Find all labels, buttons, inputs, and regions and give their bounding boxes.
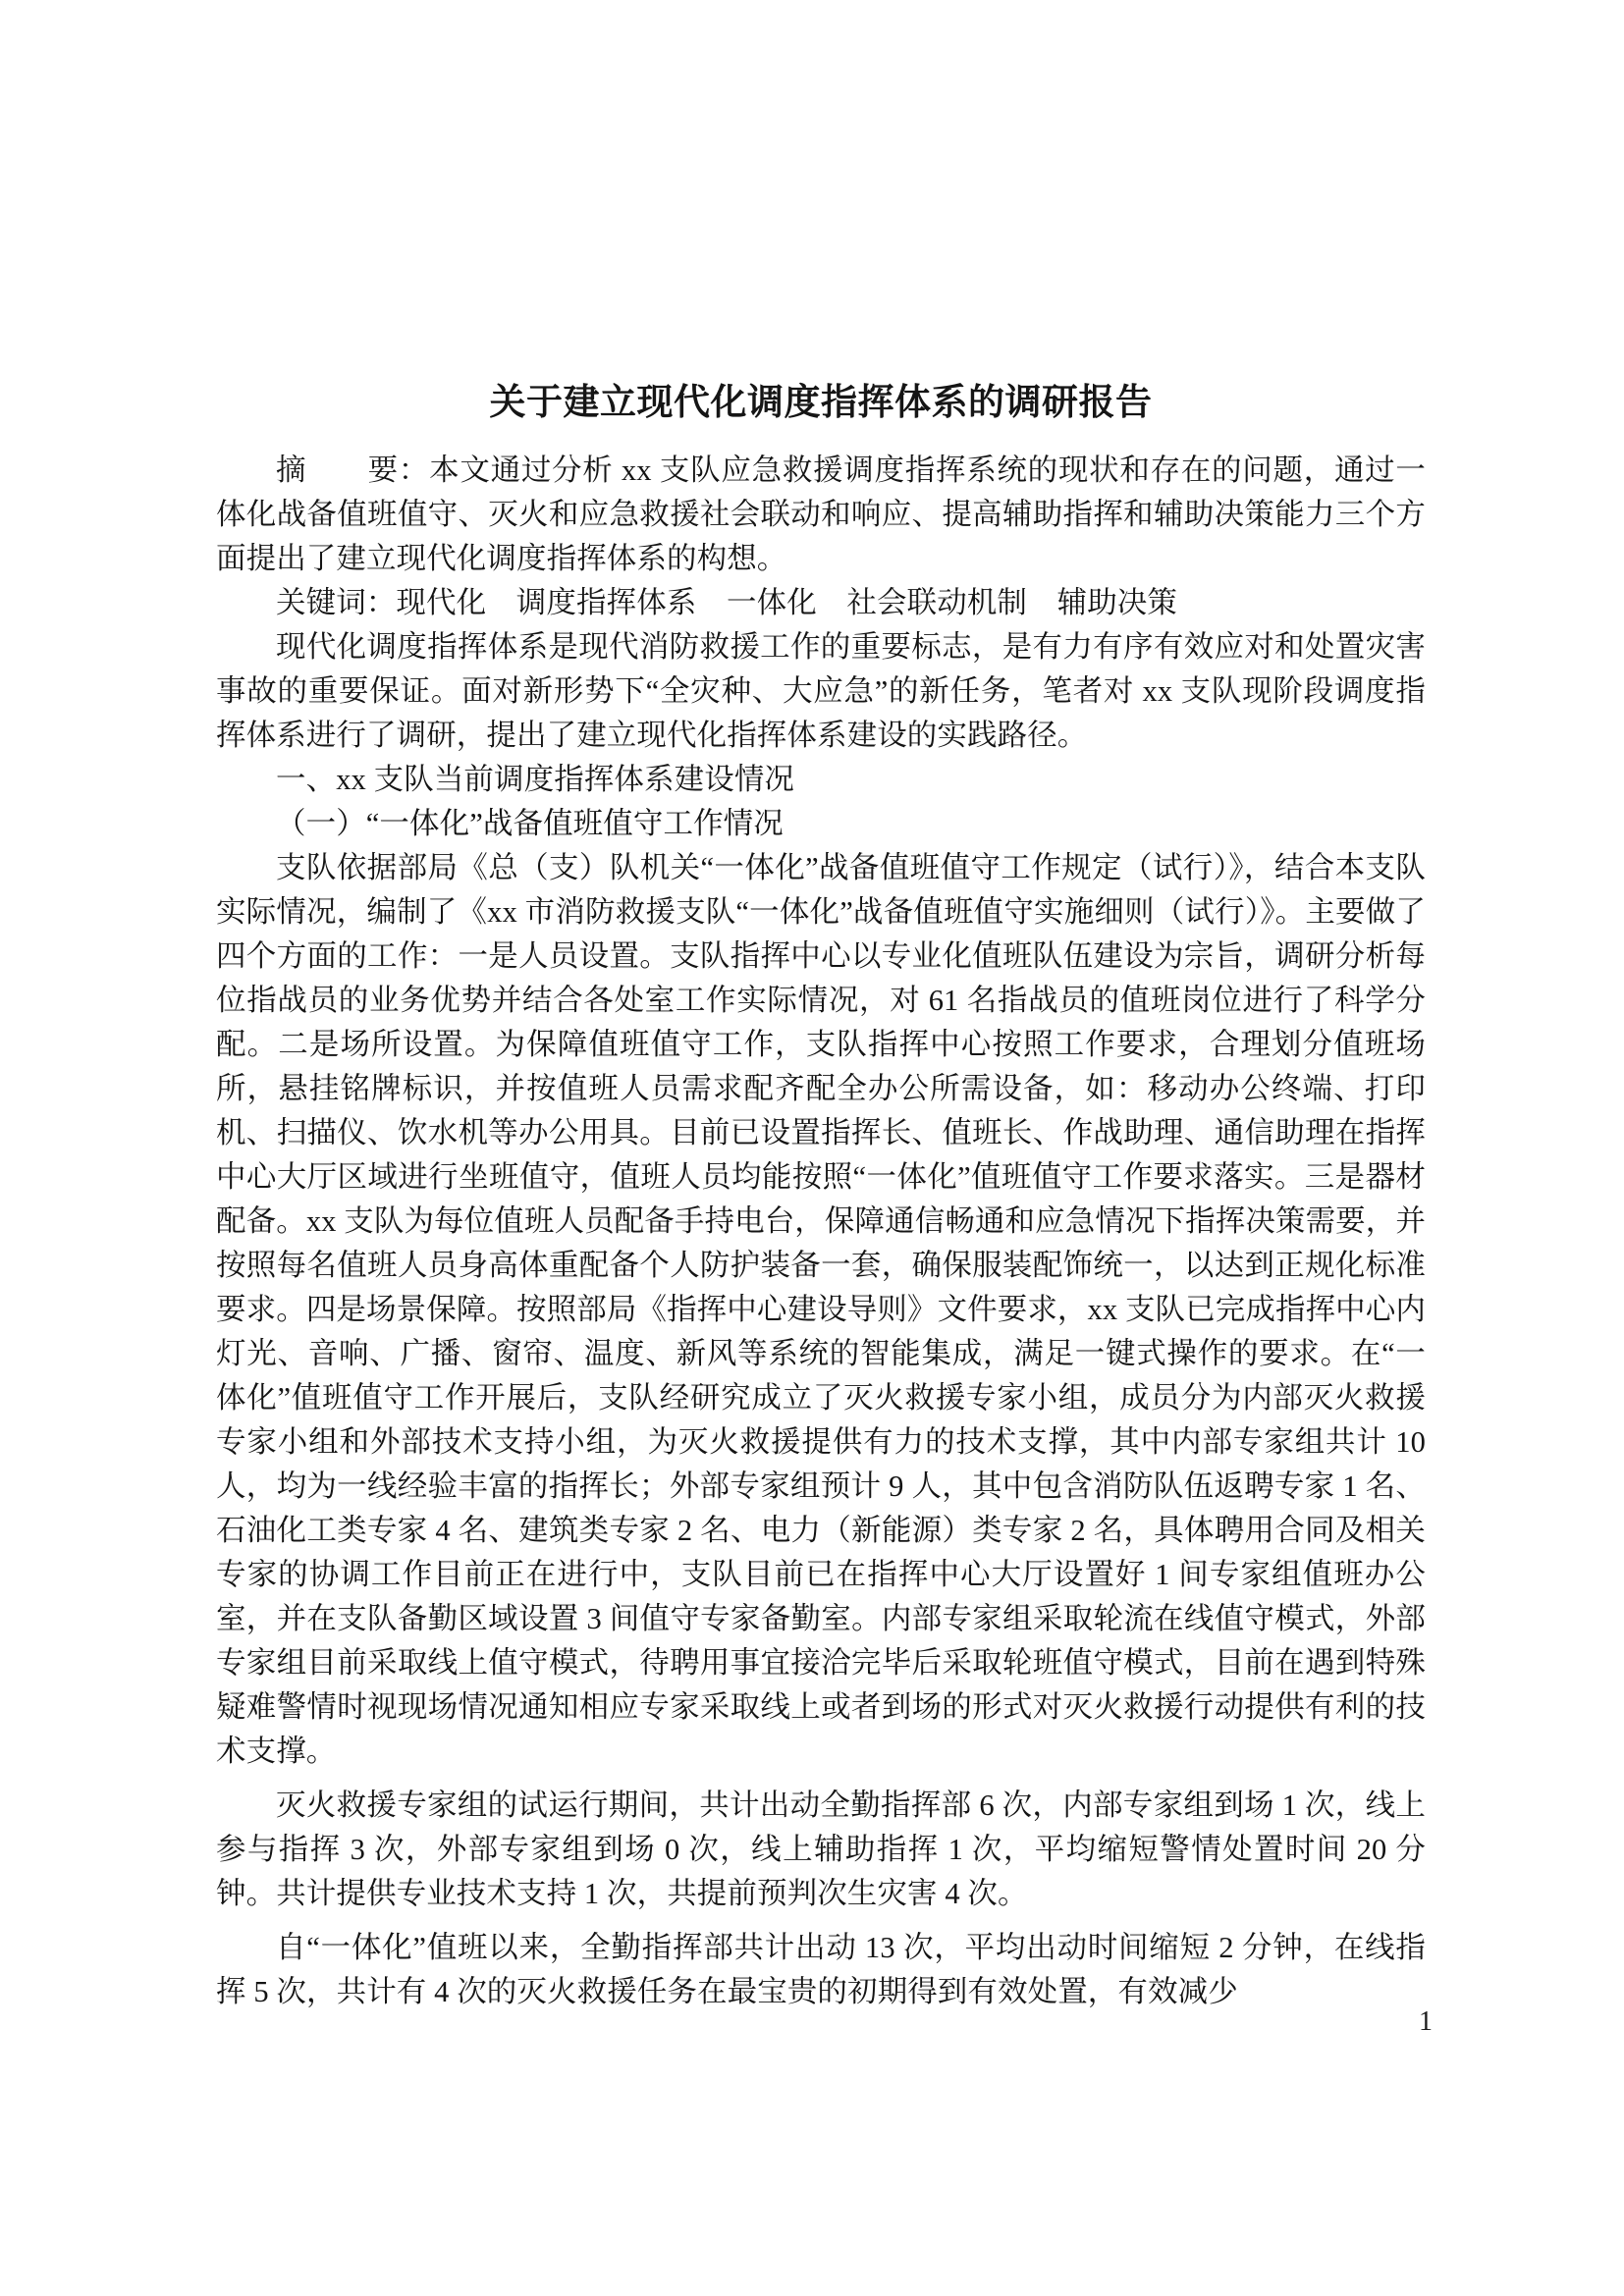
page-number: 1 bbox=[1419, 2006, 1433, 2037]
body-paragraph-1: 支队依据部局《总（支）队机关“一体化”战备值班值守工作规定（试行）》，结合本支队实际情况，编制了《xx 市消防救援支队“一体化”战备值班值守实施细则（试行）》。主要做了四个方面的工作：一是人员设置。支队指挥中心以专业化值班队伍建设为宗旨，调研分析每位指战员的业务优势并结合各处室工作实际情况，对 61 名指战员的值班岗位进行了科学分配。二是场所设置。为保障值班值守工作，支队指挥中心按照工作要求，合理划分值班场所，悬挂铭牌标识，并按值班人员需求配齐配全办公所需设备，如：移动办公终端、打印机、扫描仪、饮水机等办公用具。目前已设置指挥长、值班长、作战助理、通信助理在指挥中心大厅区域进行坐班值守，值班人员均能按照“一体化”值班值守工作要求落实。三是器材配备。xx 支队为每位值班人员配备手持电台，保障通信畅通和应急情况下指挥决策需要，并按照每名值班人员身高体重配备个人防护装备一套，确保服装配饰统一，以达到正规化标准要求。四是场景保障。按照部局《指挥中心建设导则》文件要求，xx 支队已完成指挥中心内灯光、音响、广播、窗帘、温度、新风等系统的智能集成，满足一键式操作的要求。在“一体化”值班值守工作开展后，支队经研究成立了灭火救援专家小组，成员分为内部灭火救援专家小组和外部技术支持小组，为灭火救援提供有力的技术支撑，其中内部专家组共计 10 人，均为一线经验丰富的指挥长；外部专家组预计 9 人，其中包含消防队伍返聘专家 1 名、石油化工类专家 4 名、建筑类专家 2 名、电力（新能源）类专家 2 名，具体聘用合同及相关专家的协调工作目前正在进行中，支队目前已在指挥中心大厅设置好 1 间专家组值班办公室，并在支队备勤区域设置 3 间值守专家备勤室。内部专家组采取轮流在线值守模式，外部专家组目前采取线上值守模式，待聘用事宜接洽完毕后采取轮班值守模式，目前在遇到特殊疑难警情时视现场情况通知相应专家采取线上或者到场的形式对灭火救援行动提供有利的技术支撑。 bbox=[216, 850, 1426, 1768]
keywords-paragraph: 关键词：现代化 调度指挥体系 一体化 社会联动机制 辅助决策 bbox=[276, 585, 1177, 619]
page-content bbox=[216, 378, 1426, 2014]
page-title: 关于建立现代化调度指挥体系的调研报告 bbox=[489, 382, 1153, 422]
intro-paragraph: 现代化调度指挥体系是现代消防救援工作的重要标志，是有力有序有效应对和处置灾害事故的重要保证。面对新形势下“全灾种、大应急”的新任务，笔者对 xx 支队现阶段调度指挥体系进行了调研，提出了建立现代化指挥体系建设的实践路径。 bbox=[216, 629, 1426, 752]
section-heading-1: 一、xx 支队当前调度指挥体系建设情况 bbox=[276, 762, 795, 796]
subsection-heading-1-1: （一）“一体化”战备值班值守工作情况 bbox=[276, 806, 784, 840]
body-paragraph-2: 灭火救援专家组的试运行期间，共计出动全勤指挥部 6 次，内部专家组到场 1 次，线上参与指挥 3 次，外部专家组到场 0 次，线上辅助指挥 1 次，平均缩短警情处置时间 20 分钟。共计提供专业技术支持 1 次，共提前预判次生灾害 4 次。 bbox=[216, 1788, 1426, 1910]
body-paragraph-3: 自“一体化”值班以来，全勤指挥部共计出动 13 次，平均出动时间缩短 2 分钟，在线指挥 5 次，共计有 4 次的灭火救援任务在最宝贵的初期得到有效处置，有效减少 bbox=[216, 1930, 1426, 2008]
abstract-paragraph: 摘 要：本文通过分析 xx 支队应急救援调度指挥系统的现状和存在的问题，通过一体化战备值班值守、灭火和应急救援社会联动和响应、提高辅助指挥和辅助决策能力三个方面提出了建立现代化调度指挥体系的构想。 bbox=[216, 453, 1426, 575]
